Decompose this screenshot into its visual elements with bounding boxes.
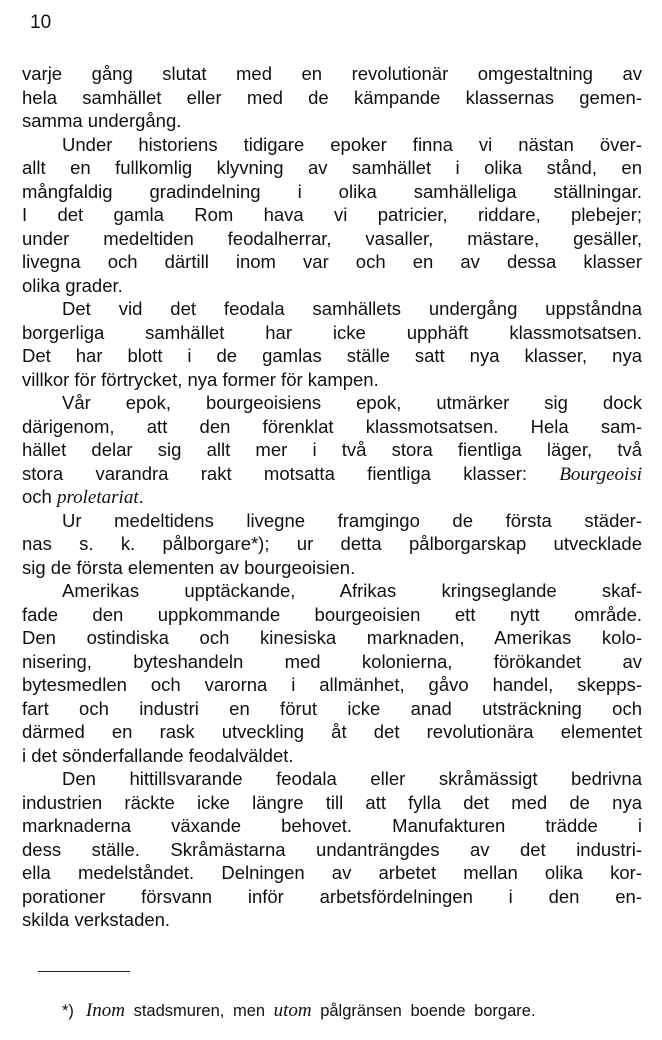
text-line-content: Det vid det feodala samhällets undergång uppståndna <box>62 298 642 319</box>
text-line-content: stora varandra rakt motsatta fientliga klasser: <box>22 462 560 484</box>
text-line <box>22 86 642 110</box>
text-line <box>22 767 642 791</box>
text-line-content: därigenom, att den förenklat klassmotsatsen. Hela sam- <box>22 415 642 437</box>
text-line-content: Den hittillsvarande feodala eller skråmässigt bedrivna <box>62 768 642 789</box>
footnote-divider <box>38 971 130 972</box>
text-line <box>22 814 642 838</box>
text-line-content: och <box>22 486 57 507</box>
italic-term: proletariat <box>56 487 139 508</box>
text-line-content: Amerikas upptäckande, Afrikas kringseglande skaf- <box>62 580 642 601</box>
text-line-content: I det gamla Rom hava vi patricier, riddare, plebejer; <box>22 204 642 225</box>
text-line <box>22 321 642 345</box>
text-line-content: varje gång slutat med en revolutionär omgestaltning av <box>22 63 642 84</box>
text-line-content: fade den uppkommande bourgeoisien ett nytt område. <box>22 603 642 625</box>
text-line-content: skilda verkstaden. <box>22 909 171 930</box>
text-line <box>22 180 642 204</box>
text-line-content: dess ställe. Skråmästarna undanträngdes av det industri- <box>22 838 642 860</box>
text-line <box>22 227 642 251</box>
text-line <box>22 603 642 627</box>
text-line <box>22 885 642 909</box>
footnote-emphasis-inom: Inom <box>85 1000 125 1021</box>
text-line <box>22 485 642 509</box>
text-line-content: fart och industri en förut icke anad utsträckning och <box>22 697 642 719</box>
text-line-content: ella medelståndet. Delningen av arbetet mellan olika kor- <box>22 862 642 883</box>
text-line-content: därmed en rask utveckling åt det revolutionära elementet <box>22 721 642 742</box>
text-line <box>22 109 642 133</box>
text-line <box>22 274 642 298</box>
text-line-suffix: . <box>138 486 144 507</box>
text-line-content: borgerliga samhället har icke upphäft klassmotsatsen. <box>22 321 642 343</box>
text-line-content: Den ostindiska och kinesiska marknaden, Amerikas kolo- <box>22 627 642 648</box>
footnote-marker: *) <box>62 1002 74 1020</box>
text-line-content: nas s. k. pålborgare*); ur detta pålborgarskap utvecklade <box>22 533 642 554</box>
text-line <box>22 650 642 674</box>
text-line <box>22 532 642 556</box>
text-line <box>22 62 642 86</box>
text-line-content: olika grader. <box>22 274 123 296</box>
text-line <box>22 673 642 697</box>
text-line <box>22 744 642 768</box>
footnote <box>62 1000 642 1022</box>
text-line-content: hela samhället eller med de kämpande klassernas gemen- <box>22 86 642 108</box>
text-line <box>22 697 642 721</box>
text-line <box>22 626 642 650</box>
text-line <box>22 438 642 462</box>
text-line <box>22 861 642 885</box>
text-line <box>22 556 642 580</box>
text-line-content: Vår epok, bourgeoisiens epok, utmärker sig dock <box>62 392 642 413</box>
text-line-content: sig de första elementen av bourgeoisien. <box>22 556 356 578</box>
text-line-content: porationer försvann inför arbetsfördelningen i den en- <box>22 885 642 907</box>
text-line <box>22 415 642 439</box>
text-line <box>22 250 642 274</box>
text-line-content: mångfaldig gradindelning i olika samhälleliga ställningar. <box>22 180 642 202</box>
footnote-text-part1: stadsmuren, men <box>124 1002 274 1020</box>
text-line <box>22 838 642 862</box>
text-line-content: livegna och därtill inom var och en av dessa klasser <box>22 251 642 272</box>
text-line <box>22 297 642 321</box>
italic-term: Bourgeoisi <box>559 463 642 485</box>
text-line <box>22 156 642 180</box>
text-line <box>22 391 642 415</box>
text-line <box>22 133 642 157</box>
text-line-content: Det har blott i de gamlas ställe satt nya klasser, nya <box>22 345 642 366</box>
text-line <box>22 462 642 486</box>
text-line <box>22 368 642 392</box>
text-line <box>22 203 642 227</box>
text-line <box>22 509 642 533</box>
text-line-content: allt en fullkomlig klyvning av samhället i olika stånd, en <box>22 157 642 178</box>
body-text <box>22 62 642 932</box>
text-line-content: samma undergång. <box>22 110 182 131</box>
text-line <box>22 791 642 815</box>
text-line-content: i det sönderfallande feodalväldet. <box>22 744 294 766</box>
page-number: 10 <box>30 12 52 33</box>
text-line-content: bytesmedlen och varorna i allmänhet, gåvo handel, skepps- <box>22 674 642 695</box>
text-line-content: villkor för förtrycket, nya former för kampen. <box>22 368 379 390</box>
text-line-content: nisering, byteshandeln med kolonierna, förökandet av <box>22 650 642 672</box>
text-line <box>22 344 642 368</box>
text-line-content: Ur medeltidens livegne framgingo de första städer- <box>62 509 642 531</box>
text-line <box>22 720 642 744</box>
text-line-content: hället delar sig allt mer i två stora fientliga läger, två <box>22 439 642 460</box>
text-line-content: under medeltiden feodalherrar, vasaller, mästare, gesäller, <box>22 227 642 249</box>
text-line-content: industrien räckte icke längre till att fylla det med de nya <box>22 791 642 813</box>
text-line-content: marknaderna växande behovet. Manufakturen trädde i <box>22 815 642 836</box>
text-line <box>22 908 642 932</box>
text-line-content: Under historiens tidigare epoker finna vi nästan över- <box>62 133 642 155</box>
footnote-emphasis-utom: utom <box>273 1000 312 1021</box>
footnote-text-part2: pålgränsen boende borgare. <box>311 1002 536 1020</box>
text-line <box>22 579 642 603</box>
